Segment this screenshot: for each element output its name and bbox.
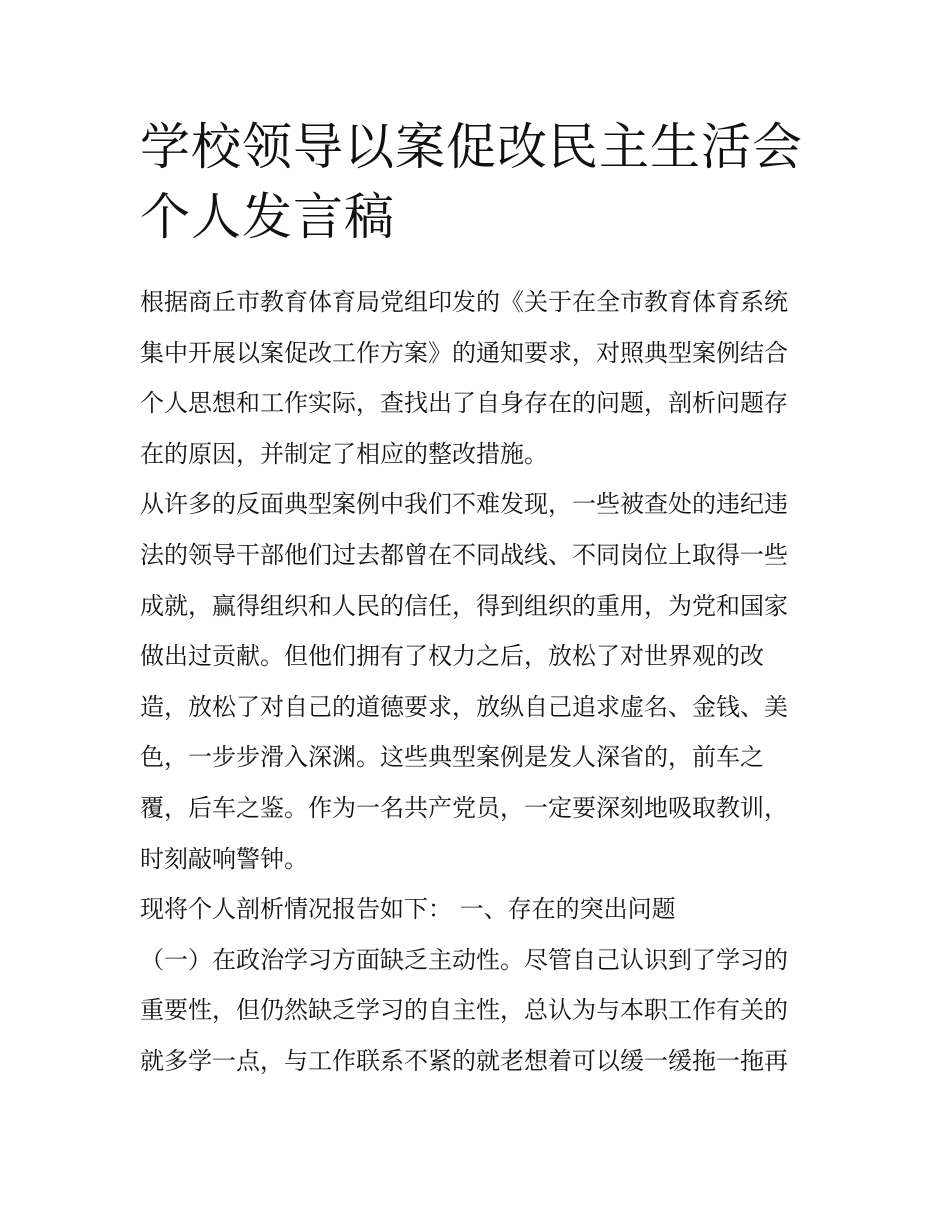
document-body	[140, 277, 820, 1087]
text-line: 个人思想和工作实际，查找出了自身存在的问题，剖析问题存	[140, 389, 788, 418]
text-line: 成就，赢得组织和人民的信任，得到组织的重用，为党和国家	[140, 591, 788, 620]
text-line: 法的领导干部他们过去都曾在不同战线、不同岗位上取得一些	[140, 540, 788, 569]
text-line: 时刻敲响警钟。	[140, 844, 308, 873]
text-line: 就多学一点，与工作联系不紧的就老想着可以缓一缓拖一拖再	[140, 1046, 788, 1075]
text-line: （一）在政治学习方面缺乏主动性。尽管自己认识到了学习的	[140, 945, 788, 974]
text-line: 色，一步步滑入深渊。这些典型案例是发人深省的，前车之	[140, 743, 764, 772]
title-line: 个人发言稿	[140, 188, 395, 246]
text-line: 做出过贡献。但他们拥有了权力之后，放松了对世界观的改	[140, 642, 764, 671]
text-line: 现将个人剖析情况报告如下： 一、存在的突出问题	[140, 895, 676, 924]
text-line: 从许多的反面典型案例中我们不难发现，一些被查处的违纪违	[140, 490, 788, 519]
text-line: 在的原因，并制定了相应的整改措施。	[140, 439, 548, 468]
text-line: 集中开展以案促改工作方案》的通知要求，对照典型案例结合	[140, 338, 788, 367]
title-line: 学校领导以案促改民主生活会	[140, 118, 803, 176]
document-title	[140, 112, 820, 252]
text-line: 根据商丘市教育体育局党组印发的《关于在全市教育体育系统	[140, 288, 788, 316]
text-line: 覆，后车之鉴。作为一名共产党员，一定要深刻地吸取教训，	[140, 793, 788, 822]
text-line: 造，放松了对自己的道德要求，放纵自己追求虚名、金钱、美	[140, 692, 788, 721]
text-line: 重要性，但仍然缺乏学习的自主性，总认为与本职工作有关的	[140, 996, 788, 1025]
